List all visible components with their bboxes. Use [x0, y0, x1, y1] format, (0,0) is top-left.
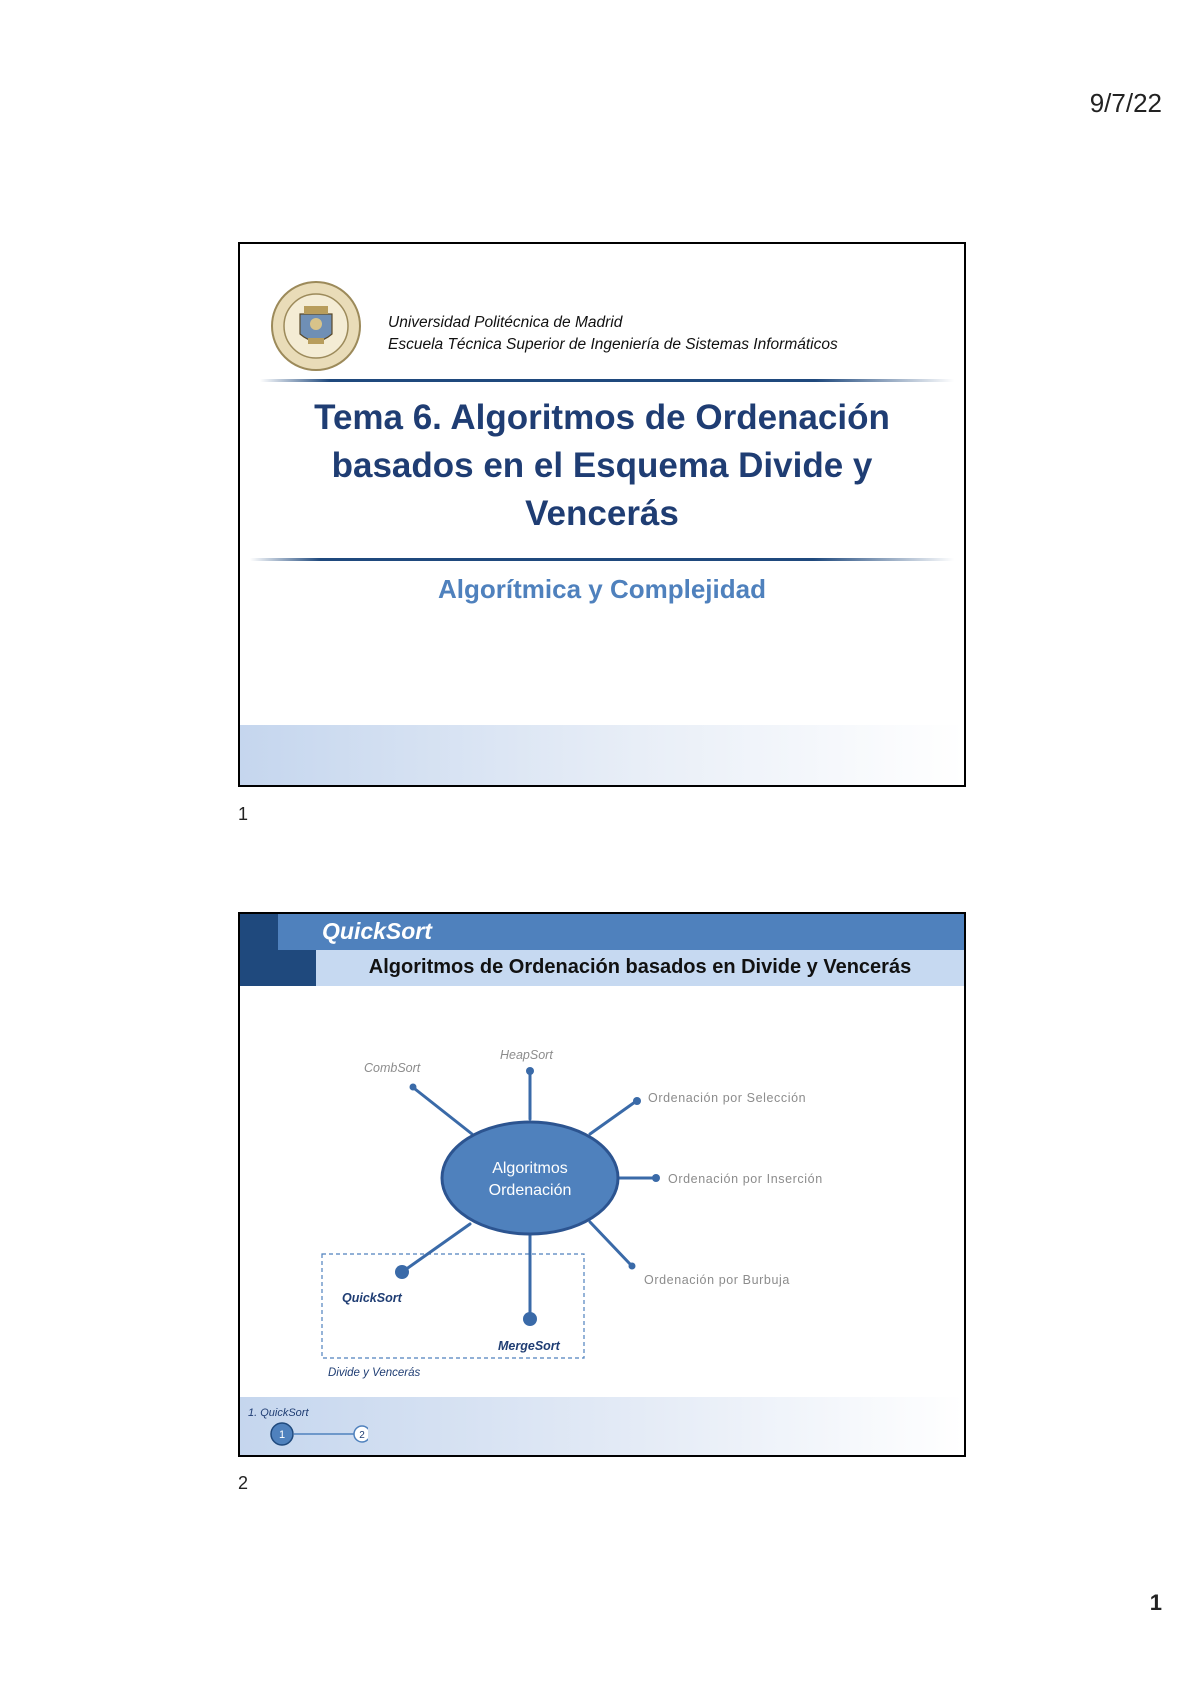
- node-dot-insercion: [652, 1174, 660, 1182]
- connector-seleccion: [590, 1102, 635, 1134]
- slide-number: 1: [238, 804, 249, 824]
- school-name: Escuela Técnica Superior de Ingeniería de Sistemas Informáticos: [388, 336, 838, 353]
- label-divide-venceras: Divide y Vencerás: [328, 1367, 421, 1379]
- page-number: 1: [1149, 1590, 1162, 1615]
- center-node: [442, 1122, 618, 1234]
- slide-number: 2: [238, 1473, 249, 1493]
- label-heapsort: HeapSort: [500, 1048, 553, 1062]
- title-rule: [250, 558, 954, 561]
- connector-combsort: [415, 1089, 472, 1134]
- title-line: basados en el Esquema Divide y: [331, 446, 873, 485]
- nav-step-2-label: 2: [359, 1430, 365, 1441]
- slide-1: [238, 242, 966, 787]
- label-seleccion: Ordenación por Selección: [648, 1091, 807, 1105]
- node-dot-heapsort: [526, 1067, 534, 1075]
- label-insercion: Ordenación por Inserción: [668, 1172, 823, 1186]
- node-dot-burbuja: [629, 1263, 636, 1270]
- nav-section-label: 1. QuickSort: [248, 1407, 309, 1419]
- label-quicksort: QuickSort: [342, 1291, 402, 1305]
- nav-step-1-label: 1: [278, 1429, 286, 1441]
- slide-header-title: QuickSort: [322, 918, 432, 944]
- title-line: Vencerás: [525, 494, 679, 533]
- node-dot-quicksort: [395, 1265, 409, 1279]
- label-mergesort: MergeSort: [498, 1339, 560, 1353]
- slide-subheader: Algoritmos de Ordenación basados en Divide y Vencerás: [368, 956, 912, 978]
- university-name: Universidad Politécnica de Madrid: [388, 314, 623, 331]
- slide-title: [280, 394, 924, 538]
- connector-burbuja: [590, 1222, 630, 1264]
- slide-subtitle: Algorítmica y Complejidad: [438, 574, 766, 604]
- center-label: Ordenación: [488, 1182, 572, 1199]
- title-line: Tema 6. Algoritmos de Ordenación: [314, 398, 890, 437]
- node-dot-seleccion: [633, 1097, 641, 1105]
- slide-footer: [240, 725, 964, 785]
- slide-navigation: [258, 1419, 368, 1449]
- sorting-algorithms-diagram: [240, 914, 964, 1455]
- connector-quicksort: [405, 1224, 470, 1270]
- university-text: [388, 312, 838, 356]
- page-date: 9/7/22: [1089, 88, 1162, 118]
- label-burbuja: Ordenación por Burbuja: [644, 1273, 790, 1287]
- upm-seal-logo: [270, 280, 362, 372]
- node-dot-combsort: [410, 1084, 417, 1091]
- header-rule: [260, 379, 954, 382]
- node-dot-mergesort: [523, 1312, 537, 1326]
- center-label: Algoritmos: [492, 1160, 568, 1177]
- label-combsort: CombSort: [364, 1061, 421, 1075]
- slide-2: [238, 912, 966, 1457]
